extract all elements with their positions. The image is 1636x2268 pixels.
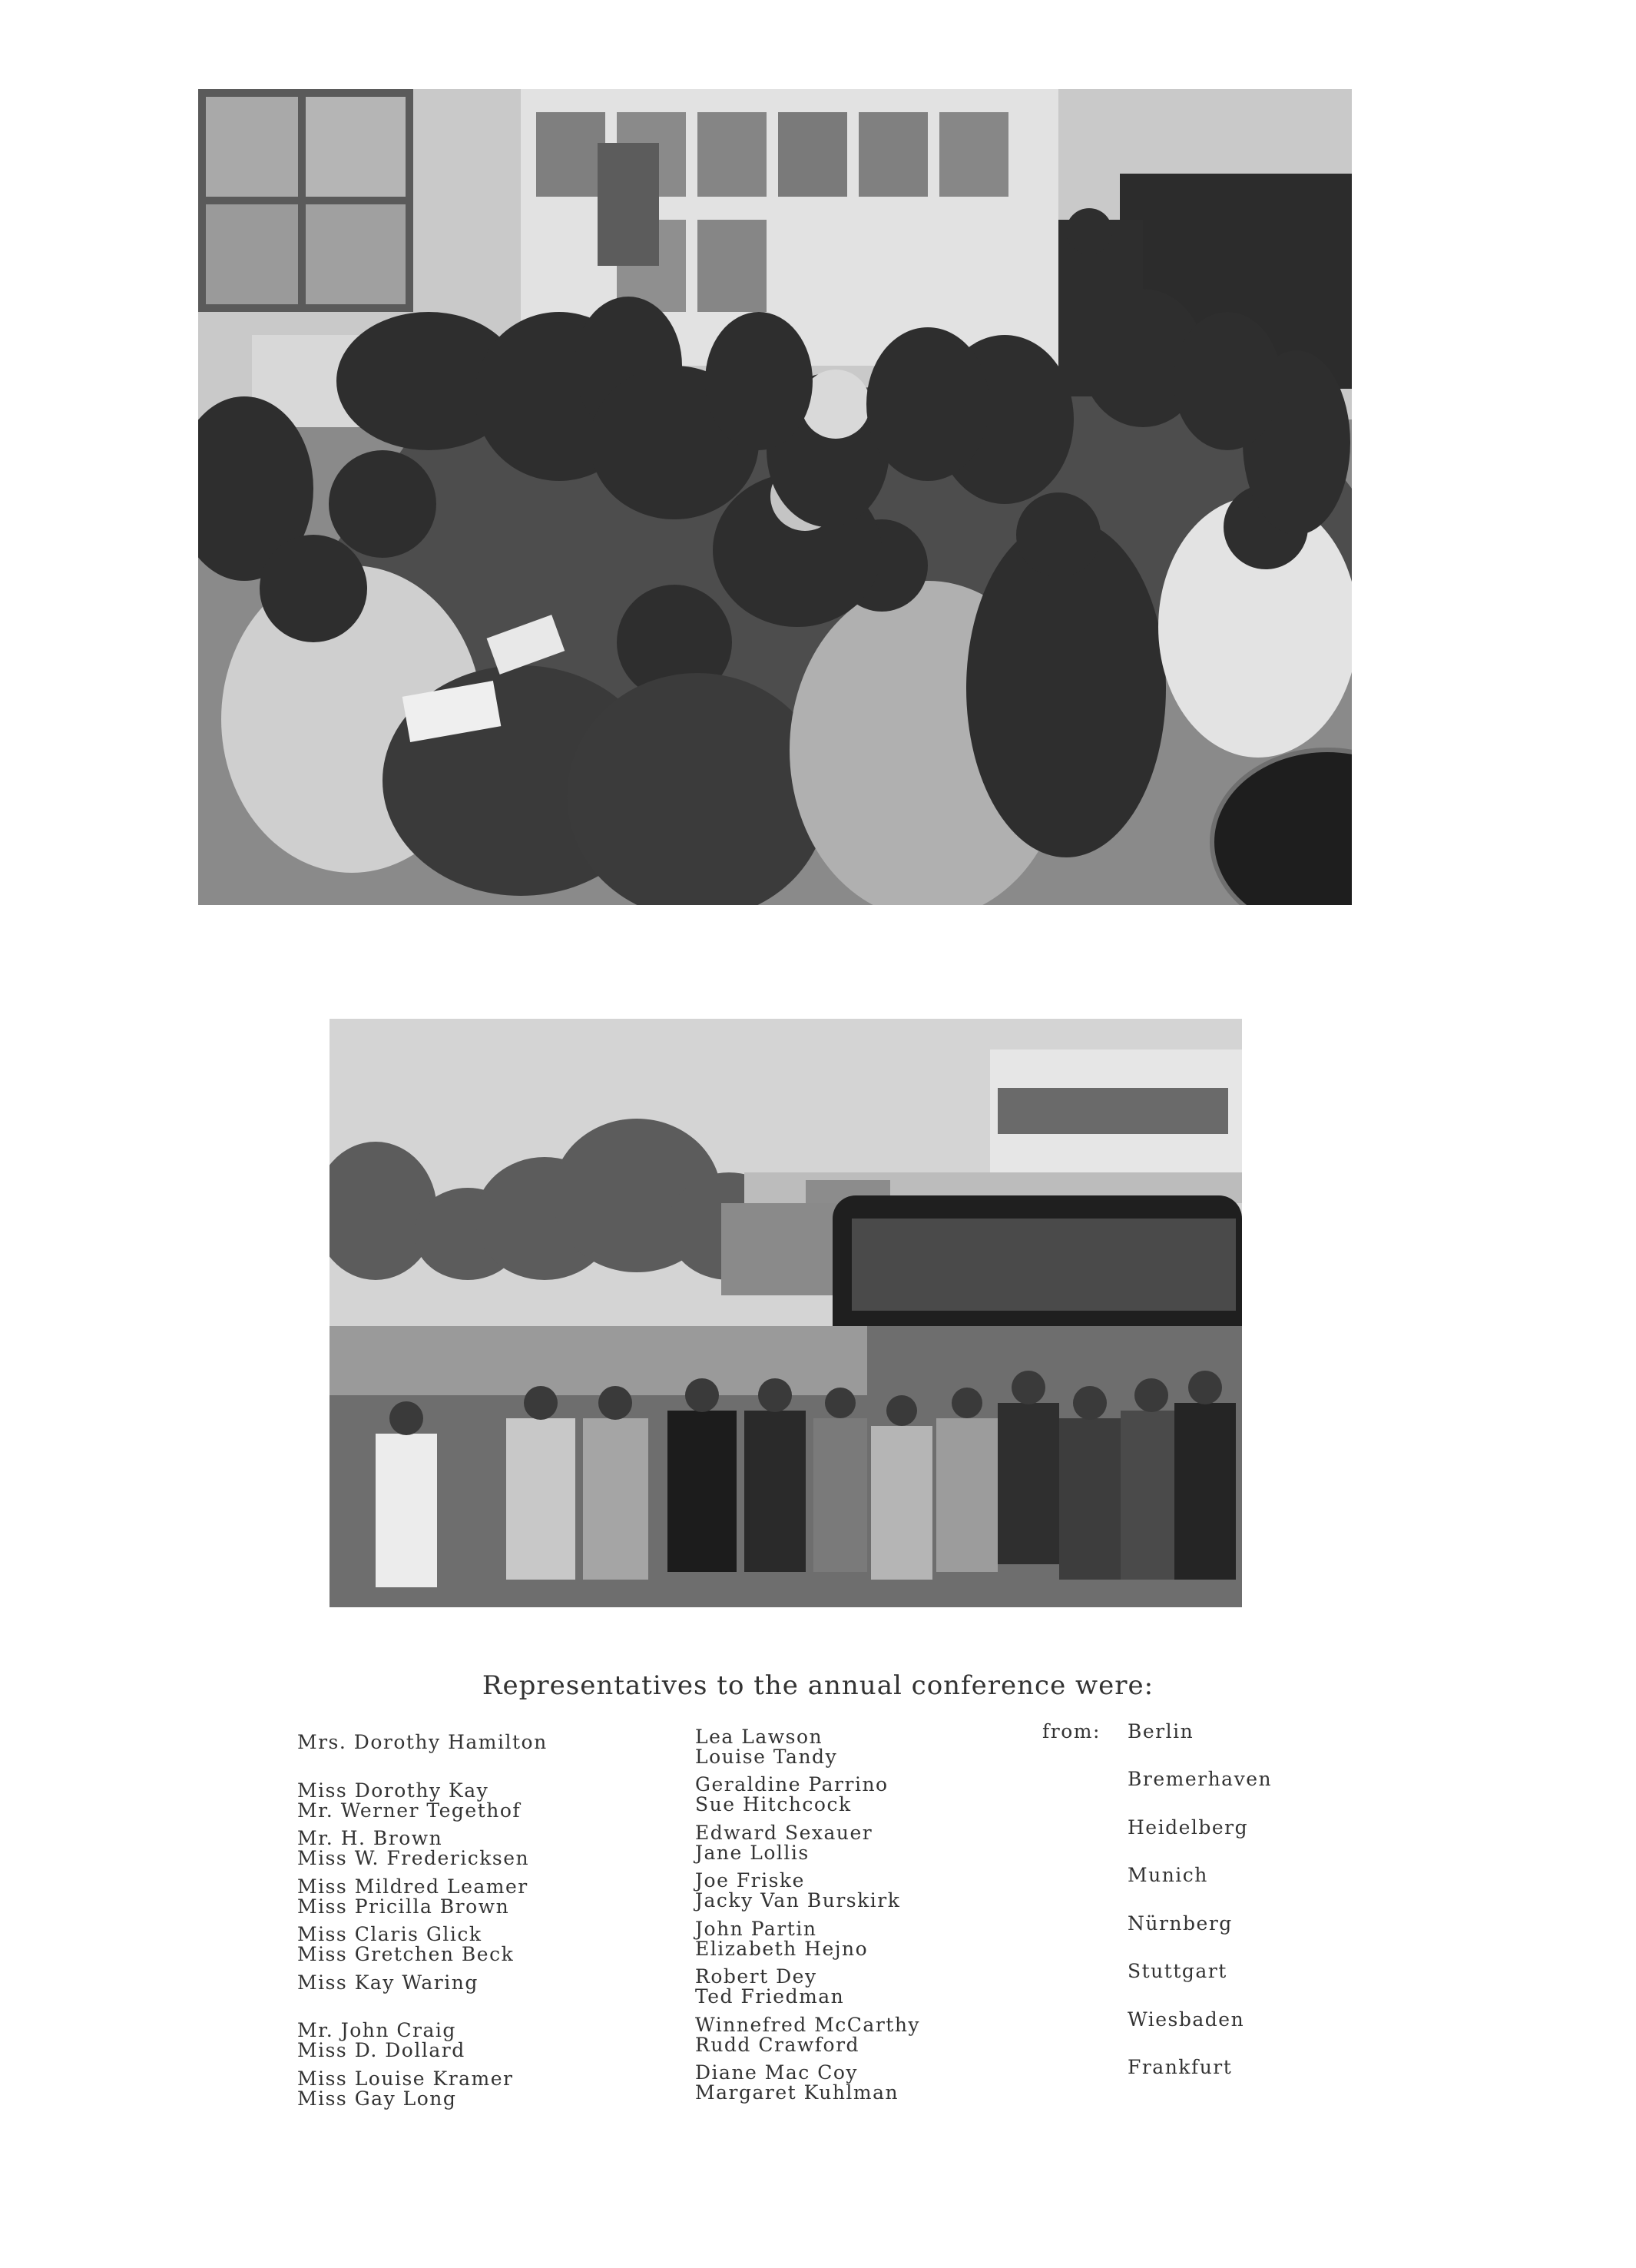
advisor-name: Miss W. Fredericksen: [297, 1847, 530, 1869]
student-name: Winnefred McCarthy: [695, 2014, 921, 2036]
student-name: Sue Hitchcock: [695, 1793, 852, 1815]
student-name: Jacky Van Burskirk: [695, 1889, 901, 1912]
student-name: Robert Dey: [695, 1965, 817, 1988]
city-name: Frankfurt: [1128, 2056, 1233, 2078]
advisor-name: Mr. H. Brown: [297, 1827, 443, 1849]
advisor-name: Mr. John Craig: [297, 2019, 456, 2041]
advisor-name: Mr. Werner Tegethof: [297, 1799, 522, 1822]
city-name: Munich: [1128, 1864, 1208, 1886]
student-name: Joe Friske: [695, 1869, 805, 1892]
student-name: Rudd Crawford: [695, 2034, 860, 2056]
student-name: Margaret Kuhlman: [695, 2081, 899, 2104]
student-name: Jane Lollis: [695, 1842, 810, 1864]
city-name: Nürnberg: [1128, 1912, 1233, 1935]
advisor-name: Miss Gretchen Beck: [297, 1943, 515, 1965]
student-name: Louise Tandy: [695, 1746, 838, 1768]
advisor-name: Miss D. Dollard: [297, 2039, 465, 2061]
student-name: Geraldine Parrino: [695, 1773, 889, 1796]
advisor-name: Miss Gay Long: [297, 2087, 457, 2110]
student-name: Edward Sexauer: [695, 1822, 873, 1844]
advisor-name: Miss Mildred Leamer: [297, 1875, 528, 1898]
student-name: Diane Mac Coy: [695, 2061, 859, 2084]
advisor-name: Miss Pricilla Brown: [297, 1895, 510, 1918]
advisor-name: Miss Louise Kramer: [297, 2067, 514, 2090]
city-name: Stuttgart: [1128, 1960, 1227, 1982]
from-label: from:: [1042, 1720, 1101, 1742]
student-name: Lea Lawson: [695, 1726, 823, 1748]
advisor-name: Miss Claris Glick: [297, 1923, 482, 1945]
student-name: Ted Friedman: [695, 1985, 845, 2008]
city-name: Bremerhaven: [1128, 1768, 1273, 1790]
caption-title: Representatives to the annual conference were:: [482, 1670, 1154, 1701]
advisor-name: Mrs. Dorothy Hamilton: [297, 1731, 548, 1753]
classroom-photo: [198, 89, 1352, 905]
city-name: Heidelberg: [1128, 1816, 1249, 1839]
student-name: Elizabeth Hejno: [695, 1938, 869, 1960]
student-name: John Partin: [695, 1918, 817, 1940]
city-name: Wiesbaden: [1128, 2008, 1245, 2031]
advisor-name: Miss Kay Waring: [297, 1971, 479, 1994]
city-name: Berlin: [1128, 1720, 1194, 1742]
group-bus-photo: [330, 1019, 1242, 1607]
advisor-name: Miss Dorothy Kay: [297, 1779, 489, 1802]
